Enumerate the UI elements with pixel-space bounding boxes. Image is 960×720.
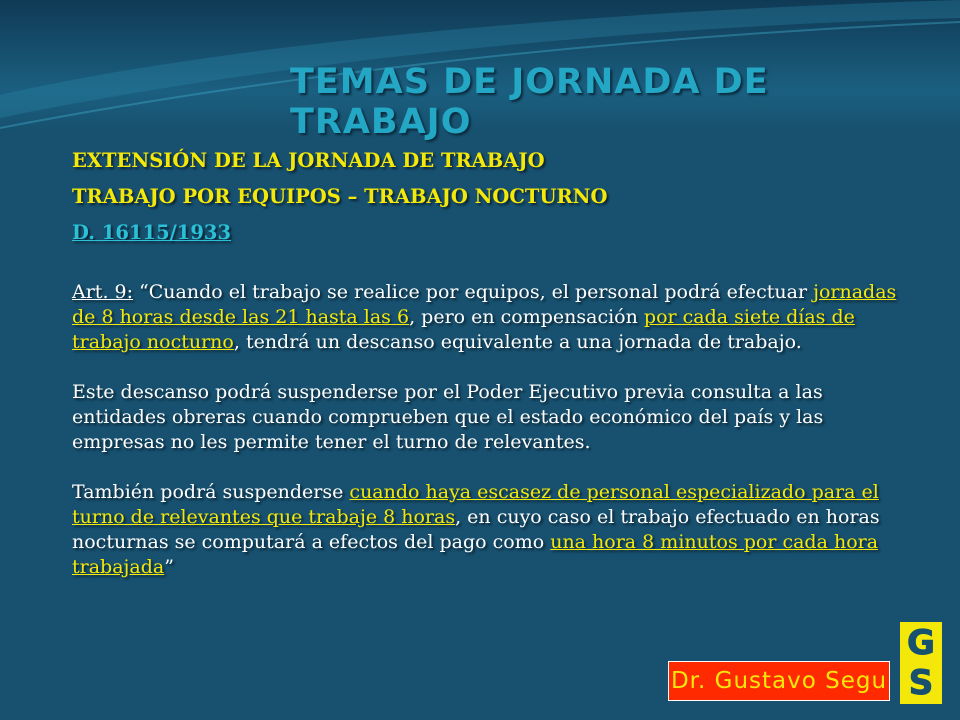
gs-logo [900,622,942,704]
article-label: Art. 9: [72,281,134,303]
slide-title: TEMAS DE JORNADA DE TRABAJO [290,62,769,142]
logo-letter-s: S [908,663,934,703]
highlight-hour-minutes: una hora 8 minutos por cada hora trabajada [72,531,879,578]
para1-text-3: , tendrá un descanso equivalente a una jornada de trabajo. [233,331,802,353]
rest-suspension-paragraph: Este descanso podrá suspenderse por el Poder Ejecutivo previa consulta a las entidades obreras cuando comprueben que el estado económico del país y las empresas no les permite tener el turno de relevantes. [72,381,824,453]
highlight-8-hours: jornadas de 8 horas desde las 21 hasta las 6 [72,281,897,328]
highlight-staff-shortage: cuando haya escasez de personal especializado para el turno de relevantes que trabaje 8 horas [72,481,879,528]
heading-work-teams: TRABAJO POR EQUIPOS – TRABAJO NOCTURNO [72,185,608,208]
decree-link[interactable]: D. 16115/1933 [72,221,232,244]
para3-text-2: , en cuyo caso el trabajo efectuado en horas nocturnas se computará a efectos del pago como [72,506,880,553]
article-9-paragraph [72,280,902,355]
slide-body [72,148,902,580]
para1-text-1: “Cuando el trabajo se realice por equipos, el personal podrá efectuar [133,281,814,303]
shortage-paragraph [72,480,902,580]
heading-extension: EXTENSIÓN DE LA JORNADA DE TRABAJO [72,149,545,172]
para3-text-1: También podrá suspenderse [72,481,350,503]
para1-text-2: , pero en compensación [409,306,644,328]
para3-text-3: ” [164,556,174,578]
logo-letter-g: G [907,623,935,663]
highlight-seven-days: por cada siete días de trabajo nocturno [72,306,855,353]
author-signature: Dr. Gustavo Segu [668,661,890,701]
